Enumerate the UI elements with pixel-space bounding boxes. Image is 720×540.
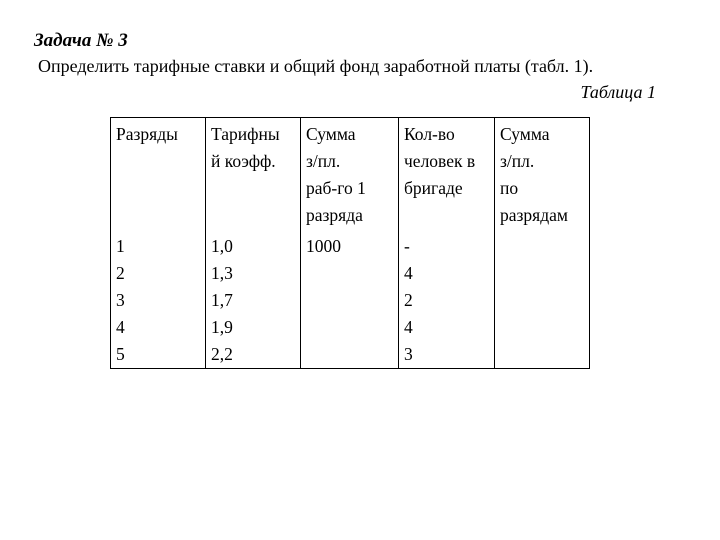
header-line: Разряды bbox=[116, 124, 178, 144]
cell-wage-by-grade bbox=[495, 341, 590, 369]
table-row bbox=[111, 287, 590, 314]
cell-first-grade-wage bbox=[301, 260, 399, 287]
header-cell-workers-count bbox=[399, 118, 495, 234]
cell-coefficient: 1,0 bbox=[206, 233, 301, 260]
cell-coefficient: 2,2 bbox=[206, 341, 301, 369]
header-line: по bbox=[500, 178, 519, 198]
cell-grade: 2 bbox=[111, 260, 206, 287]
header-line: й коэфф. bbox=[211, 151, 276, 171]
cell-wage-by-grade bbox=[495, 260, 590, 287]
cell-wage-by-grade bbox=[495, 287, 590, 314]
cell-coefficient: 1,7 bbox=[206, 287, 301, 314]
header-line: з/пл. bbox=[306, 151, 341, 171]
wage-table bbox=[110, 117, 590, 369]
cell-workers-count: - bbox=[399, 233, 495, 260]
cell-wage-by-grade bbox=[495, 314, 590, 341]
header-cell-coefficient bbox=[206, 118, 301, 234]
cell-coefficient: 1,9 bbox=[206, 314, 301, 341]
header-line: з/пл. bbox=[500, 151, 535, 171]
header-line: бригаде bbox=[404, 178, 463, 198]
cell-workers-count: 4 bbox=[399, 260, 495, 287]
cell-grade: 1 bbox=[111, 233, 206, 260]
table-caption: Таблица 1 bbox=[580, 82, 656, 102]
header-line: Кол-во bbox=[404, 124, 455, 144]
task-statement: Определить тарифные ставки и общий фонд заработной платы (табл. 1). bbox=[38, 56, 594, 76]
table-row bbox=[111, 341, 590, 369]
cell-workers-count: 2 bbox=[399, 287, 495, 314]
cell-workers-count: 3 bbox=[399, 341, 495, 369]
cell-wage-by-grade bbox=[495, 233, 590, 260]
table-row bbox=[111, 260, 590, 287]
header-line: Тарифны bbox=[211, 124, 280, 144]
cell-workers-count: 4 bbox=[399, 314, 495, 341]
cell-grade: 5 bbox=[111, 341, 206, 369]
table-row bbox=[111, 233, 590, 260]
cell-first-grade-wage bbox=[301, 287, 399, 314]
cell-grade: 4 bbox=[111, 314, 206, 341]
header-line: раб-го 1 bbox=[306, 178, 366, 198]
header-line: разрядам bbox=[500, 205, 568, 225]
header-cell-wage-by-grade bbox=[495, 118, 590, 234]
cell-first-grade-wage: 1000 bbox=[301, 233, 399, 260]
task-title: Задача № 3 bbox=[34, 30, 128, 51]
header-row bbox=[111, 118, 590, 234]
cell-coefficient: 1,3 bbox=[206, 260, 301, 287]
cell-first-grade-wage bbox=[301, 314, 399, 341]
header-cell-grade bbox=[111, 118, 206, 234]
table-row bbox=[111, 314, 590, 341]
cell-first-grade-wage bbox=[301, 341, 399, 369]
header-cell-first-grade-wage bbox=[301, 118, 399, 234]
header-line: разряда bbox=[306, 205, 363, 225]
header-line: Сумма bbox=[500, 124, 550, 144]
header-line: человек в bbox=[404, 151, 476, 171]
cell-grade: 3 bbox=[111, 287, 206, 314]
header-line: Сумма bbox=[306, 124, 356, 144]
